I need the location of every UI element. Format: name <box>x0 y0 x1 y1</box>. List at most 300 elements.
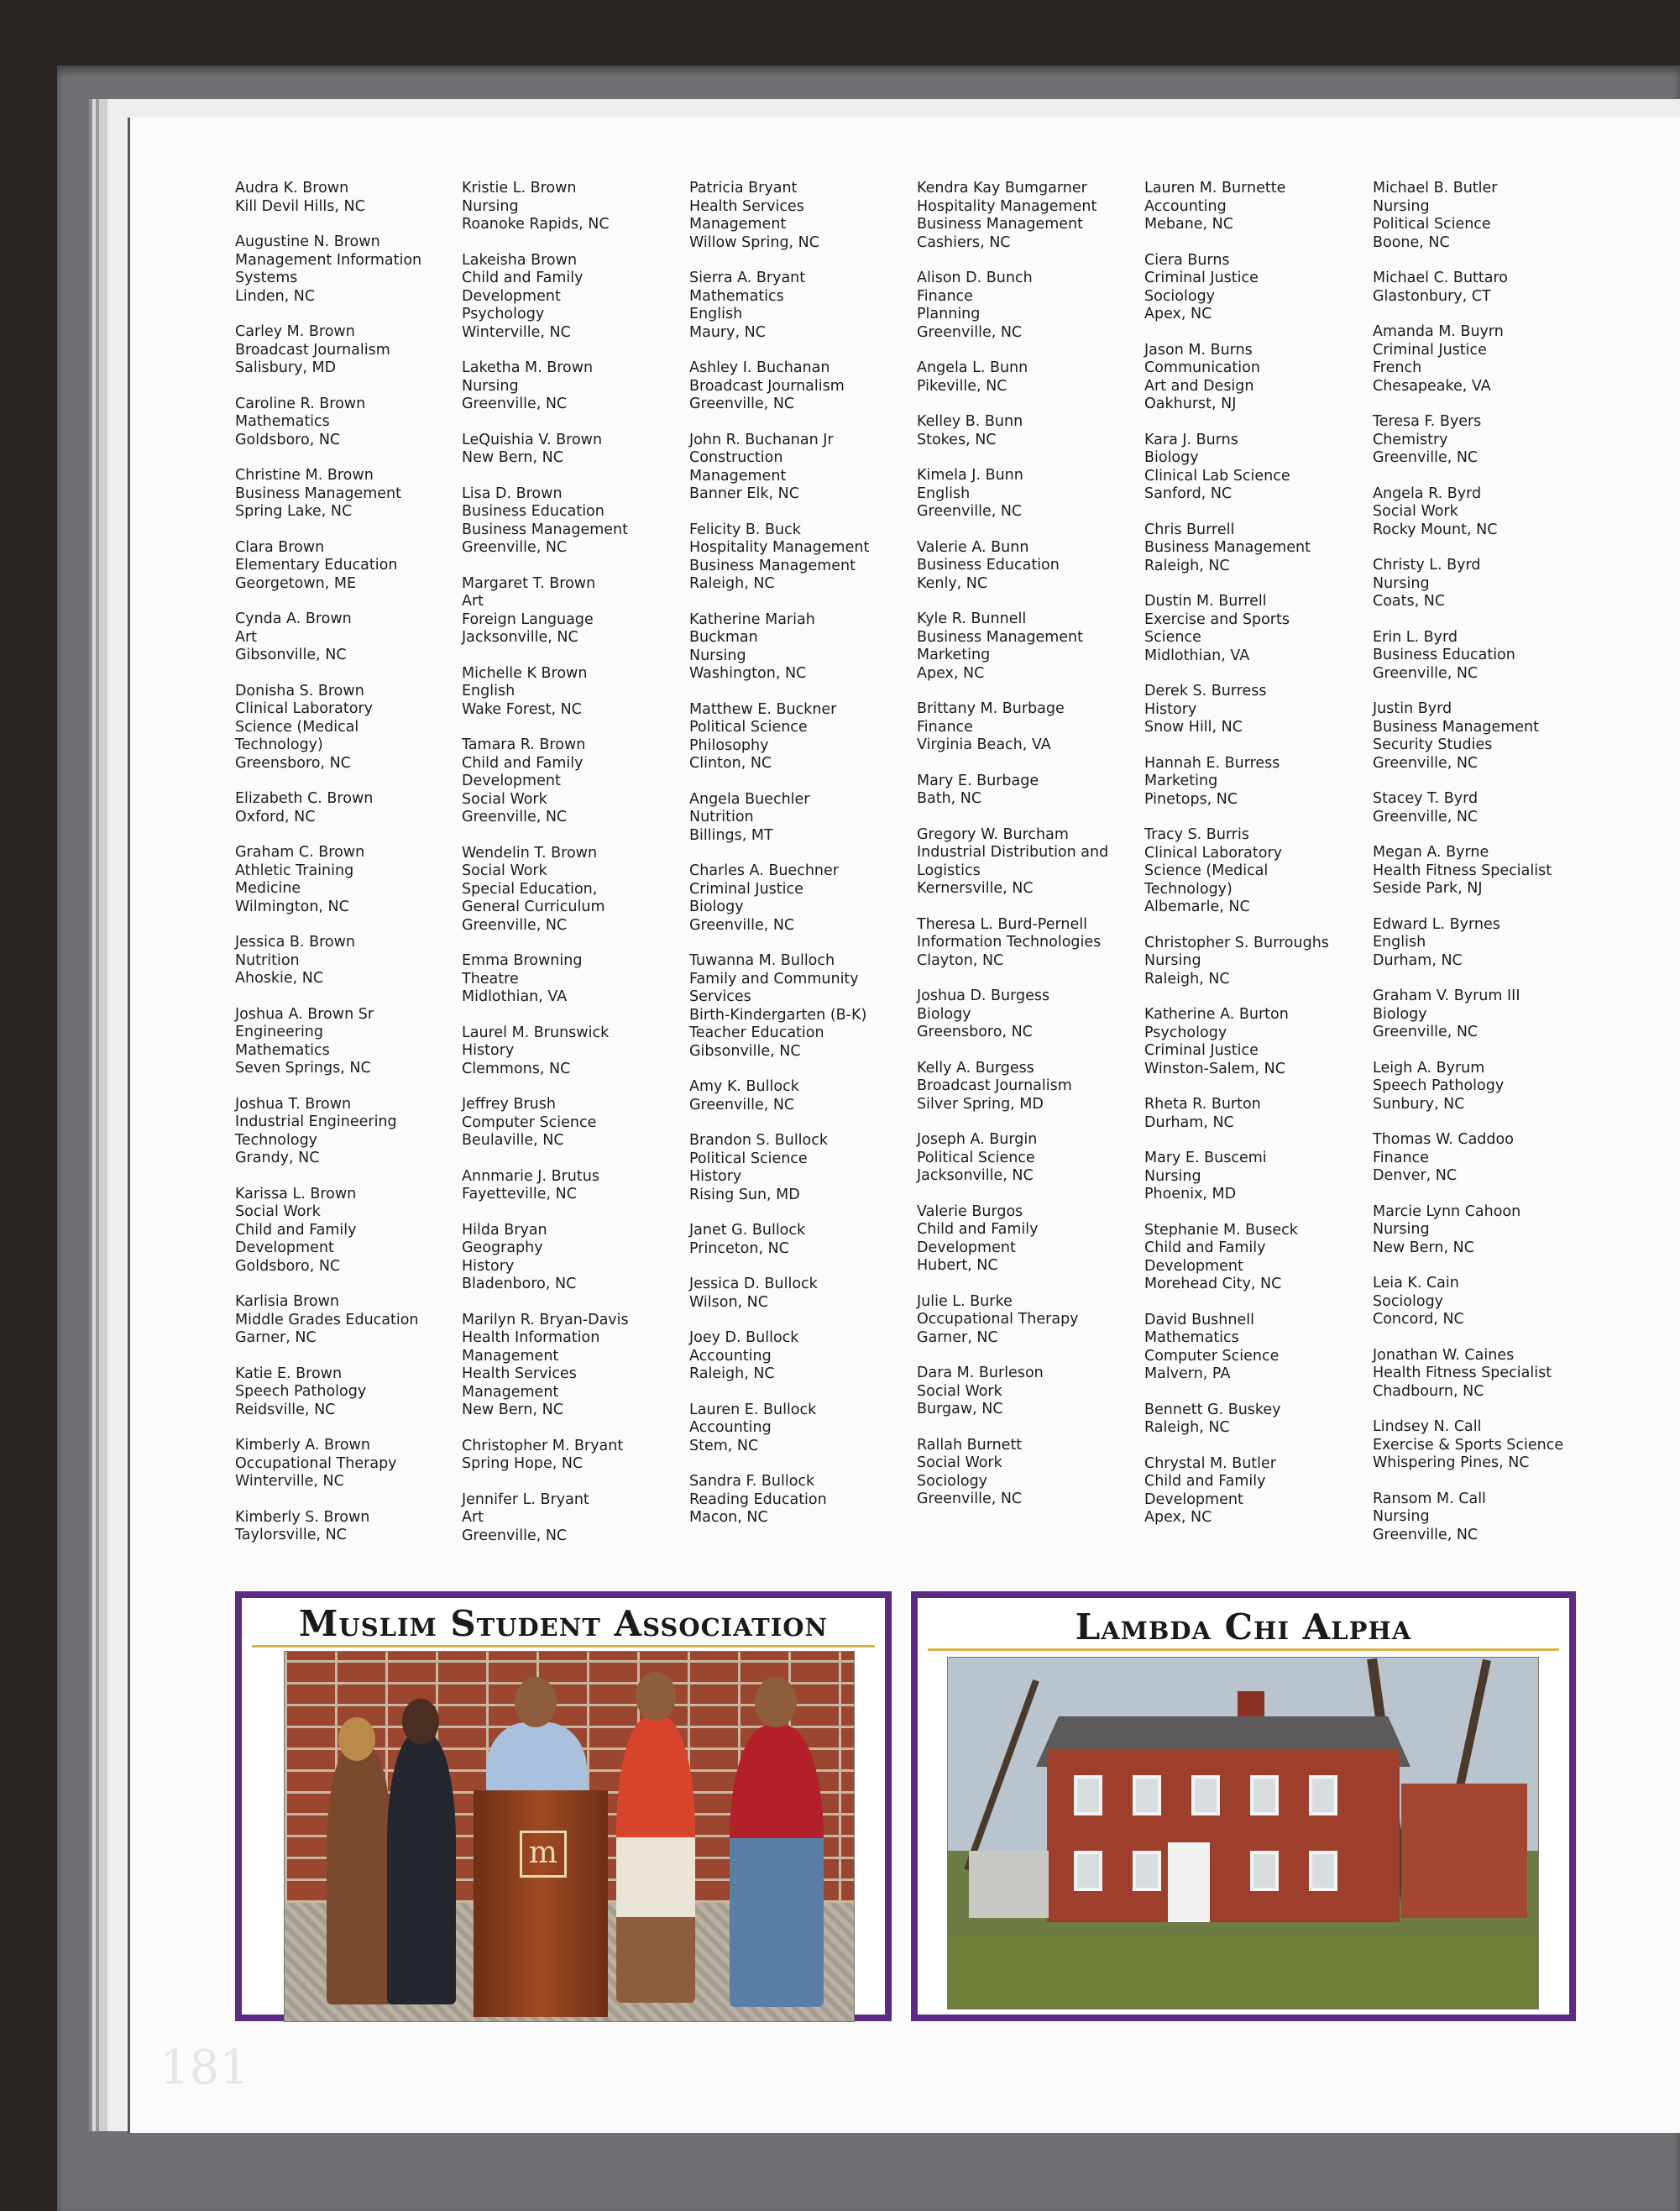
student-detail: Technology <box>235 1131 318 1149</box>
student-name: Lindsey N. Call <box>1373 1418 1482 1435</box>
student-detail: Nursing <box>1373 574 1430 592</box>
student-detail: Development <box>235 1239 334 1256</box>
student-detail: Sociology <box>1373 1292 1444 1310</box>
student-entry <box>1144 342 1364 414</box>
student-entry <box>917 700 1137 755</box>
student-detail: Greenville, NC <box>689 1096 795 1113</box>
student-detail: Finance <box>917 287 973 305</box>
student-entry <box>462 252 682 343</box>
student-name: Jessica D. Bullock <box>689 1276 818 1292</box>
student-name: Julie L. Burke <box>917 1292 1013 1310</box>
student-entry <box>1373 1275 1593 1329</box>
student-detail: Nursing <box>462 377 519 395</box>
student-detail: Criminal Justice <box>1144 270 1259 286</box>
student-entry <box>689 432 909 504</box>
student-name: Hilda Bryan <box>462 1221 547 1239</box>
student-detail: Criminal Justice <box>689 880 803 898</box>
student-detail: Chadbourn, NC <box>1373 1382 1484 1400</box>
student-directory <box>235 180 1662 1683</box>
student-entry <box>917 359 1137 396</box>
tree-trunk <box>964 1679 1039 1871</box>
person-head <box>402 1699 439 1744</box>
student-entry <box>917 610 1137 683</box>
student-entry <box>1373 790 1593 826</box>
student-detail: Spring Hope, NC <box>462 1455 584 1472</box>
window <box>1133 1775 1161 1815</box>
student-detail: Greenville, NC <box>462 916 568 934</box>
student-detail: Maury, NC <box>689 323 766 341</box>
student-name: Amy K. Bullock <box>689 1078 799 1095</box>
student-name: Alison D. Bunch <box>917 270 1033 286</box>
student-detail: Medicine <box>235 880 301 897</box>
student-entry <box>917 1060 1137 1114</box>
student-detail: Beulaville, NC <box>462 1132 564 1149</box>
student-detail: Child and Family <box>462 754 584 772</box>
student-detail: Hospitality Management <box>917 197 1097 215</box>
student-detail: Seside Park, NJ <box>1373 880 1483 897</box>
student-name: Tuwanna M. Bulloch <box>689 952 835 969</box>
student-detail: Accounting <box>689 1419 772 1436</box>
student-name: Kimberly S. Brown <box>235 1508 370 1526</box>
student-name: Kelly A. Burgess <box>917 1059 1034 1077</box>
student-detail: Broadcast Journalism <box>689 377 845 395</box>
person-head <box>755 1677 797 1727</box>
student-name: Stephanie M. Buseck <box>1144 1221 1298 1239</box>
lawn <box>948 1935 1538 2009</box>
student-name: Theresa L. Burd-Pernell <box>917 915 1087 933</box>
student-detail: Raleigh, NC <box>1144 1419 1230 1436</box>
window <box>1191 1775 1220 1815</box>
student-entry <box>1373 323 1593 396</box>
student-name: Christine M. Brown <box>235 467 374 484</box>
student-entry <box>1373 1060 1593 1114</box>
directory-column <box>1144 180 1364 1545</box>
student-name: Michael C. Buttaro <box>1373 270 1508 286</box>
student-name: Sandra F. Bullock <box>689 1473 815 1490</box>
student-name: Michael B. Butler <box>1373 180 1498 196</box>
student-detail: Communication <box>1144 359 1260 376</box>
student-name: Clara Brown <box>235 538 325 556</box>
student-detail: Business Education <box>1373 647 1515 663</box>
student-entry <box>462 180 682 234</box>
student-detail: Kill Devil Hills, NC <box>235 197 365 215</box>
student-entry <box>689 1222 909 1258</box>
student-name: Graham V. Byrum III <box>1373 988 1520 1004</box>
student-detail: Greensboro, NC <box>235 754 351 772</box>
student-detail: Hubert, NC <box>917 1257 998 1274</box>
student-detail: Middle Grades Education <box>235 1311 419 1328</box>
student-name: Megan A. Byrne <box>1373 844 1489 861</box>
student-name: Christopher S. Burroughs <box>1144 934 1329 951</box>
msa-group-photo <box>284 1651 855 2022</box>
student-detail: Teacher Education <box>689 1024 824 1041</box>
person-head <box>338 1717 375 1761</box>
student-detail: Mathematics <box>235 1041 330 1059</box>
student-detail: Nursing <box>1144 952 1201 969</box>
student-entry <box>1373 629 1593 684</box>
person-head <box>515 1677 557 1727</box>
student-entry <box>1373 844 1593 899</box>
student-name: David Bushnell <box>1144 1311 1254 1328</box>
student-name: Graham C. Brown <box>235 844 365 861</box>
student-detail: Greenville, NC <box>462 809 568 825</box>
student-name: Jeffrey Brush <box>462 1096 556 1113</box>
student-detail: Fayetteville, NC <box>462 1186 577 1202</box>
student-detail: Banner Elk, NC <box>689 485 799 502</box>
student-name: Kelley B. Bunn <box>917 413 1023 430</box>
student-entry <box>235 1437 455 1491</box>
student-detail: Nursing <box>1373 1508 1430 1525</box>
student-detail: Wilson, NC <box>689 1293 768 1311</box>
student-detail: Biology <box>917 1005 971 1023</box>
student-detail: Occupational Therapy <box>917 1311 1079 1328</box>
student-name: Jason M. Burns <box>1144 341 1253 359</box>
student-entry <box>917 1437 1137 1509</box>
student-detail: Gibsonville, NC <box>689 1042 801 1060</box>
student-detail: Health Fitness Specialist <box>1373 1365 1552 1381</box>
student-detail: Art <box>462 1509 484 1526</box>
student-detail: Health Fitness Specialist <box>1373 862 1552 879</box>
student-detail: Industrial Distribution and <box>917 844 1109 861</box>
student-entry <box>917 988 1137 1042</box>
student-detail: Reidsville, NC <box>235 1401 336 1418</box>
student-detail: Business Management <box>917 216 1084 233</box>
student-name: Ashley I. Buchanan <box>689 359 830 376</box>
student-detail: Social Work <box>1373 503 1458 520</box>
student-name: Elizabeth C. Brown <box>235 790 374 807</box>
student-detail: Nutrition <box>689 809 754 825</box>
student-detail: Nursing <box>1373 1221 1430 1238</box>
student-name: Joshua T. Brown <box>235 1095 352 1113</box>
student-name: Laurel M. Brunswick <box>462 1024 610 1041</box>
student-entry <box>689 1329 909 1384</box>
student-detail: Business Management <box>235 485 402 502</box>
student-detail: Speech Pathology <box>1373 1077 1505 1094</box>
student-name: Rheta R. Burton <box>1144 1096 1261 1113</box>
student-name: Valerie Burgos <box>917 1202 1023 1220</box>
student-entry <box>689 1276 909 1312</box>
student-detail: Greenville, NC <box>917 323 1023 341</box>
msa-panel <box>235 1591 892 2021</box>
student-detail: Silver Spring, MD <box>917 1095 1044 1113</box>
student-entry <box>235 1006 455 1078</box>
student-detail: Greenville, NC <box>689 396 795 412</box>
student-detail: Business Education <box>462 503 604 520</box>
student-detail: Services <box>689 988 751 1005</box>
student-entry <box>462 1024 682 1079</box>
student-entry <box>689 862 909 935</box>
student-detail: Marketing <box>917 647 991 663</box>
student-name: Edward L. Byrnes <box>1373 915 1500 933</box>
lca-house-photo <box>947 1657 1539 2009</box>
student-detail: Buckman <box>689 629 758 646</box>
student-name: Kimela J. Bunn <box>917 467 1023 484</box>
student-detail: Business Management <box>1144 539 1311 556</box>
student-entry <box>689 1402 909 1456</box>
student-name: Karlisia Brown <box>235 1293 340 1310</box>
window <box>1133 1851 1161 1891</box>
student-entry <box>1144 252 1364 324</box>
student-detail: Greenville, NC <box>1373 664 1479 682</box>
student-name: Gregory W. Burcham <box>917 825 1069 843</box>
student-entry <box>235 233 455 306</box>
student-detail: Information Technologies <box>917 934 1102 951</box>
student-detail: Washington, NC <box>689 665 807 682</box>
student-detail: Morehead City, NC <box>1144 1276 1282 1292</box>
student-detail: Psychology <box>1144 1024 1227 1041</box>
student-detail: Health Services <box>689 197 804 215</box>
student-entry <box>235 683 455 773</box>
student-detail: History <box>462 1042 515 1059</box>
student-name: Kyle R. Bunnell <box>917 610 1027 627</box>
student-name: Kara J. Burns <box>1144 431 1238 448</box>
student-detail: Industrial Engineering <box>235 1113 397 1130</box>
student-detail: Biology <box>1144 449 1199 466</box>
student-entry <box>1373 1203 1593 1258</box>
student-detail: Winterville, NC <box>462 323 571 341</box>
student-name: Joshua A. Brown Sr <box>235 1005 374 1023</box>
student-detail: Bath, NC <box>917 790 982 807</box>
student-detail: Social Work <box>462 790 547 808</box>
student-detail: Art <box>462 593 484 610</box>
student-name: Christopher M. Bryant <box>462 1437 624 1454</box>
student-detail: Planning <box>917 306 981 322</box>
student-name: Valerie A. Bunn <box>917 538 1029 556</box>
student-detail: Management Information <box>235 251 422 269</box>
student-detail: English <box>462 683 516 699</box>
student-detail: Development <box>462 287 561 305</box>
student-detail: Political Science <box>1373 216 1491 233</box>
student-name: Brandon S. Bullock <box>689 1132 829 1149</box>
student-detail: Greenville, NC <box>917 503 1023 520</box>
student-detail: Reading Education <box>689 1491 827 1508</box>
student-detail: Technology) <box>1144 880 1233 898</box>
student-entry <box>235 790 455 826</box>
student-entry <box>1144 432 1364 504</box>
student-name: Emma Browning <box>462 952 583 969</box>
student-detail: Taylorsville, NC <box>235 1527 347 1543</box>
student-detail: Sanford, NC <box>1144 485 1233 502</box>
student-name: Kimberly A. Brown <box>235 1437 370 1454</box>
student-detail: Child and Family <box>1144 1473 1266 1490</box>
student-name: Patricia Bryant <box>689 180 798 196</box>
student-entry <box>235 180 455 216</box>
student-entry <box>1144 1402 1364 1438</box>
student-name: Chris Burrell <box>1144 521 1235 538</box>
person <box>616 1717 695 2003</box>
student-detail: Wilmington, NC <box>235 898 349 915</box>
student-detail: Billings, MT <box>689 826 773 844</box>
student-detail: Management <box>689 216 787 233</box>
student-entry <box>917 916 1137 971</box>
window <box>1309 1851 1337 1891</box>
student-name: Kendra Kay Bumgarner <box>917 180 1087 196</box>
student-entry <box>1144 593 1364 665</box>
student-name: LeQuishia V. Brown <box>462 431 603 448</box>
student-entry <box>1373 1347 1593 1402</box>
student-detail: Stem, NC <box>689 1437 759 1454</box>
student-detail: Phoenix, MD <box>1144 1186 1237 1202</box>
student-entry <box>235 610 455 665</box>
student-detail: Management <box>689 467 787 485</box>
student-detail: Management <box>462 1347 559 1365</box>
student-entry <box>689 1132 909 1204</box>
student-name: Derek S. Burress <box>1144 683 1267 699</box>
student-detail: Development <box>1144 1491 1243 1508</box>
student-entry <box>462 575 682 647</box>
student-detail: Speech Pathology <box>235 1383 367 1400</box>
student-detail: Princeton, NC <box>689 1239 789 1257</box>
student-entry <box>917 539 1137 594</box>
student-detail: Development <box>1144 1257 1243 1275</box>
student-entry <box>1373 485 1593 540</box>
student-detail: Business Management <box>1373 718 1540 736</box>
student-detail: Snow Hill, NC <box>1144 719 1243 736</box>
student-detail: Clinton, NC <box>689 755 772 772</box>
student-detail: Nursing <box>462 197 519 215</box>
student-name: Erin L. Byrd <box>1373 628 1458 646</box>
student-detail: Raleigh, NC <box>689 575 775 592</box>
student-detail: Greenville, NC <box>462 539 568 556</box>
student-entry <box>462 1096 682 1150</box>
student-detail: New Bern, NC <box>1373 1239 1474 1256</box>
student-detail: History <box>1144 700 1197 718</box>
student-name: Lauren E. Bullock <box>689 1401 817 1418</box>
student-detail: Business Management <box>689 557 856 574</box>
student-entry <box>689 359 909 414</box>
student-detail: Ahoskie, NC <box>235 970 324 987</box>
student-detail: Foreign Language <box>462 610 594 628</box>
student-detail: Mathematics <box>235 413 330 430</box>
window <box>1074 1775 1102 1815</box>
student-detail: Sociology <box>1144 287 1216 305</box>
student-detail: Child and Family <box>917 1221 1039 1238</box>
student-detail: Cashiers, NC <box>917 233 1011 251</box>
student-detail: Linden, NC <box>235 287 316 305</box>
directory-column <box>917 180 1137 1527</box>
student-entry <box>235 1293 455 1348</box>
student-detail: Broadcast Journalism <box>235 341 390 359</box>
student-name: Hannah E. Burress <box>1144 754 1280 772</box>
student-detail: New Bern, NC <box>462 449 563 466</box>
student-entry <box>689 701 909 773</box>
student-name: Donisha S. Brown <box>235 682 364 699</box>
student-detail: Whispering Pines, NC <box>1373 1454 1530 1471</box>
person-head <box>636 1672 676 1721</box>
student-entry <box>462 485 682 558</box>
student-entry <box>917 1131 1137 1186</box>
student-entry <box>917 826 1137 899</box>
student-detail: Wake Forest, NC <box>462 700 582 718</box>
student-entry <box>917 1365 1137 1419</box>
student-detail: Goldsboro, NC <box>235 431 341 448</box>
student-entry <box>462 665 682 720</box>
student-name: Tracy S. Burris <box>1144 826 1249 843</box>
student-entry <box>1373 700 1593 773</box>
student-entry <box>917 773 1137 809</box>
student-detail: Greenville, NC <box>1373 449 1479 466</box>
window <box>1250 1851 1279 1891</box>
directory-column <box>1373 180 1593 1562</box>
student-entry <box>1144 1222 1364 1294</box>
student-detail: Science (Medical <box>235 718 359 736</box>
student-name: Wendelin T. Brown <box>462 844 598 862</box>
lca-panel <box>911 1591 1576 2021</box>
student-detail: Finance <box>1373 1149 1429 1166</box>
student-name: Lakeisha Brown <box>462 251 578 269</box>
student-detail: Albemarle, NC <box>1144 899 1250 915</box>
student-detail: Political Science <box>689 719 808 736</box>
student-name: Brittany M. Burbage <box>917 700 1065 717</box>
student-name: Margaret T. Brown <box>462 574 596 592</box>
student-detail: Hospitality Management <box>689 539 870 556</box>
student-name: Carley M. Brown <box>235 323 355 340</box>
student-detail: Oxford, NC <box>235 808 316 825</box>
student-name: Ciera Burns <box>1144 251 1230 269</box>
student-detail: Greenville, NC <box>462 1527 568 1544</box>
student-name: Joey D. Bullock <box>689 1329 799 1346</box>
student-name: Caroline R. Brown <box>235 395 366 412</box>
person <box>730 1726 824 2007</box>
student-name: Chrystal M. Butler <box>1144 1454 1276 1472</box>
student-detail: Chesapeake, VA <box>1373 377 1491 395</box>
student-detail: Rising Sun, MD <box>689 1186 800 1203</box>
student-entry <box>1373 413 1593 468</box>
student-detail: Kenly, NC <box>917 574 988 592</box>
student-detail: Marketing <box>1144 773 1218 789</box>
student-detail: Business Management <box>462 521 629 538</box>
student-entry <box>462 359 682 414</box>
student-detail: Security Studies <box>1373 736 1493 753</box>
student-entry <box>462 845 682 935</box>
student-detail: Computer Science <box>1144 1347 1280 1365</box>
window <box>1250 1775 1279 1815</box>
student-name: Joseph A. Burgin <box>917 1131 1038 1148</box>
student-name: Lisa D. Brown <box>462 485 563 502</box>
student-detail: Greenville, NC <box>1373 1024 1479 1040</box>
student-detail: Winston-Salem, NC <box>1144 1060 1285 1077</box>
student-detail: Biology <box>1373 1005 1427 1023</box>
student-detail: Development <box>462 773 561 789</box>
student-detail: Social Work <box>462 862 547 879</box>
student-entry <box>917 180 1137 252</box>
student-detail: Philosophy <box>689 736 769 754</box>
student-name: John R. Buchanan Jr <box>689 431 834 448</box>
student-detail: Goldsboro, NC <box>235 1257 341 1275</box>
student-detail: Systems <box>235 270 298 286</box>
student-detail: Social Work <box>917 1382 1002 1400</box>
student-entry <box>235 844 455 916</box>
student-name: Katherine A. Burton <box>1144 1006 1289 1023</box>
student-entry <box>1144 521 1364 576</box>
student-name: Laketha M. Brown <box>462 359 594 376</box>
student-detail: Virginia Beach, VA <box>917 736 1051 753</box>
student-detail: Greenville, NC <box>1373 1526 1479 1543</box>
student-name: Katie E. Brown <box>235 1365 343 1382</box>
student-detail: English <box>1373 934 1426 951</box>
student-entry <box>689 1078 909 1114</box>
student-detail: Health Services <box>462 1365 577 1382</box>
student-detail: Theatre <box>462 970 519 988</box>
student-entry <box>689 180 909 252</box>
student-entry <box>235 396 455 450</box>
directory-column <box>689 180 909 1545</box>
student-name: Mary E. Burbage <box>917 772 1039 789</box>
student-detail: Health Information <box>462 1329 600 1346</box>
student-entry <box>1144 1150 1364 1204</box>
student-detail: Midlothian, VA <box>1144 647 1250 664</box>
student-detail: Science <box>1144 629 1201 646</box>
